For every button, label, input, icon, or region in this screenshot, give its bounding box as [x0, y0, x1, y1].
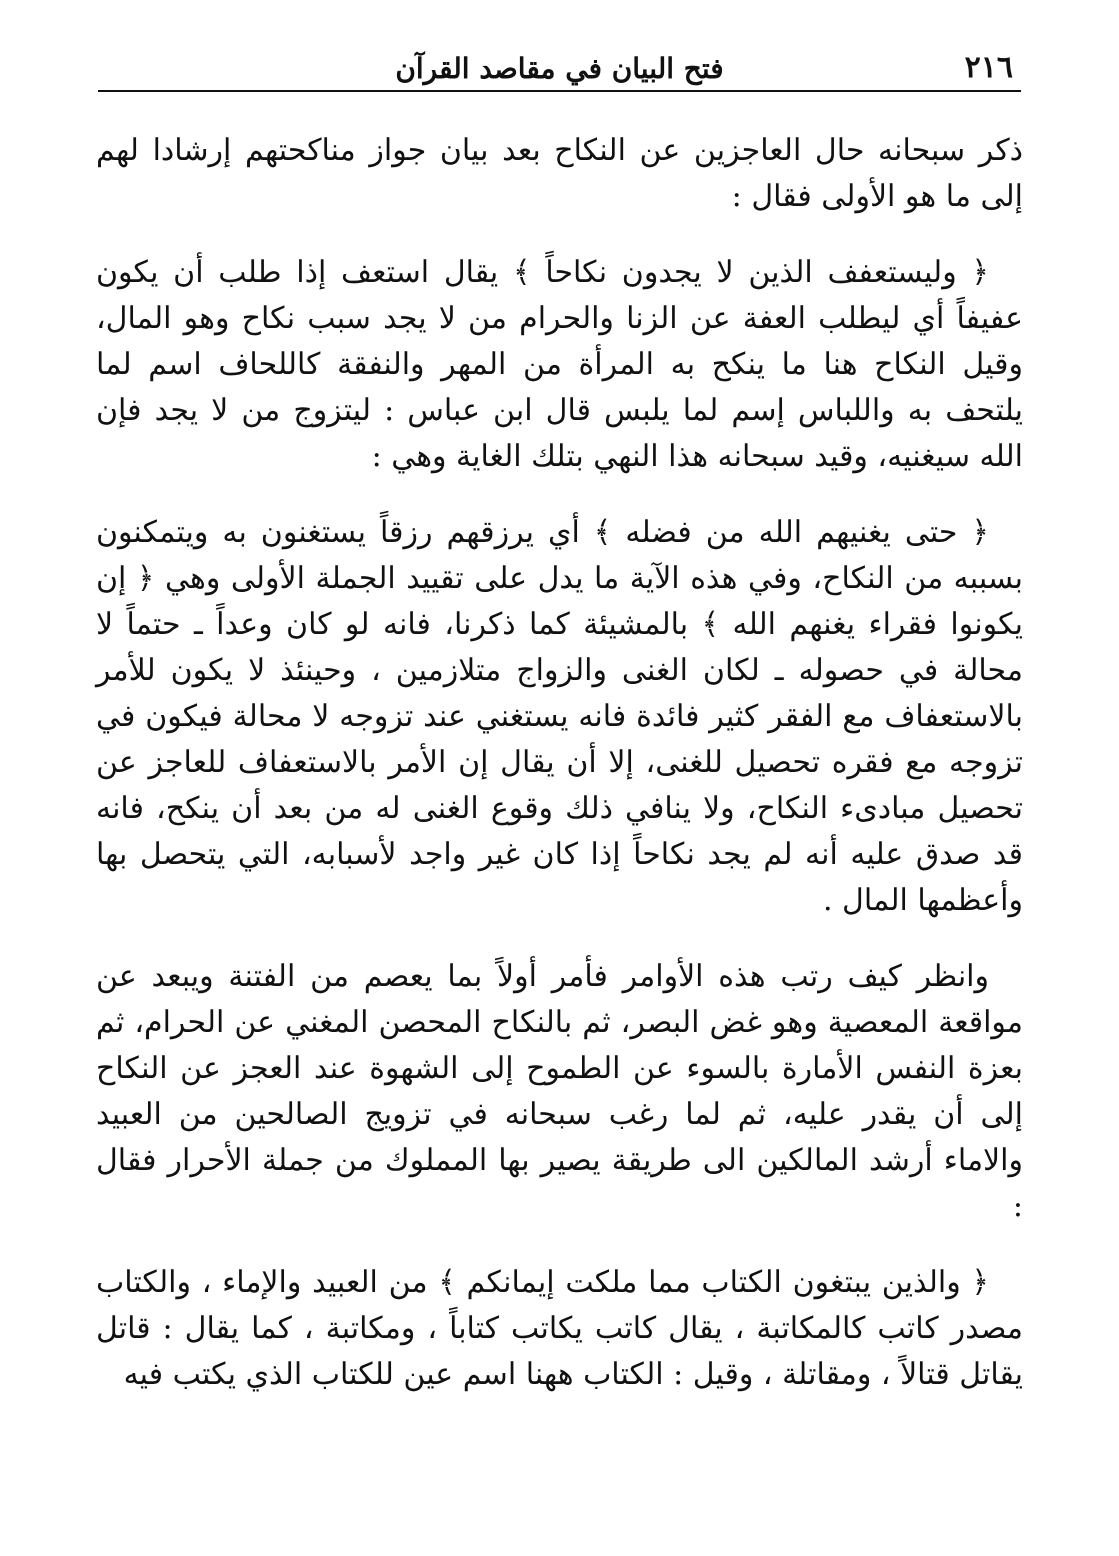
page-body [96, 128, 1023, 1428]
page-header [98, 44, 1021, 92]
paragraph-order-of-commands: وانظر كيف رتب هذه الأوامر فأمر أولاً بما يعصم من الفتنة ويبعد عن مواقعة المعصية وهو غض البصر، ثم بالنكاح المحصن المغني عن الحرام، ثم بعزة النفس الأمارة بالسوء عن الطموح إلى الشهوة عند العجز عن النكاح إلى أن يقدر عليه، ثم لما رغب سبحانه في تزويج الصالحين من العبيد والاماء أرشد المالكين الى طريقة يصير بها المملوك من جملة الأحرار فقال : [96, 959, 1023, 1224]
paragraph-verse-hatta-yughniyahum: ﴿ حتى يغنيهم الله من فضله ﴾ أي يرزقهم رزقاً يستغنون به ويتمكنون بسببه من النكاح، وفي هذه الآية ما يدل على تقييد الجملة الأولى وهي ﴿ إن يكونوا فقراء يغنهم الله ﴾ بالمشيئة كما ذكرنا، فانه لو كان وعداً ـ حتماً لا محالة في حصوله ـ لكان الغنى والزواج متلازمين ، وحينئذ لا يكون للأمر بالاستعفاف مع الفقر كثير فائدة فانه يستغني عند تزوجه لا محالة فيكون في تزوجه مع فقره تحصيل للغنى، إلا أن يقال إن الأمر بالاستعفاف للعاجز عن تحصيل مبادىء النكاح، ولا ينافي ذلك وقوع الغنى له من بعد أن ينكح، فانه قد صدق عليه أنه لم يجد نكاحاً إذا كان غير واجد لأسبابه، التي يتحصل بها وأعظمها المال . [96, 515, 1023, 918]
paragraph-verse-istiffaf: ﴿ وليستعفف الذين لا يجدون نكاحاً ﴾ يقال استعف إذا طلب أن يكون عفيفاً أي ليطلب العفة عن الزنا والحرام من لا يجد سبب نكاح وهو المال، وقيل النكاح هنا ما ينكح به المرأة من المهر والنفقة كاللحاف اسم لما يلتحف به واللباس إسم لما يلبس قال ابن عباس : ليتزوج من لا يجد فإن الله سيغنيه، وقيد سبحانه هذا النهي بتلك الغاية وهي : [96, 255, 1023, 474]
page-number: ٢١٦ [964, 50, 1013, 85]
paragraph-verse-kitab: ﴿ والذين يبتغون الكتاب مما ملكت إيمانكم ﴾ من العبيد والإماء ، والكتاب مصدر كاتب كالمكاتبة ، يقال كاتب يكاتب كتاباً ، ومكاتبة ، كما يقال : قاتل يقاتل قتالاً ، ومقاتلة ، وقيل : الكتاب ههنا اسم عين للكتاب الذي يكتب فيه [96, 1265, 1023, 1392]
running-title: فتح البيان في مقاصد القرآن [395, 52, 724, 85]
paragraph-intro: ذكر سبحانه حال العاجزين عن النكاح بعد بيان جواز مناكحتهم إرشادا لهم إلى ما هو الأولى فقال : [96, 133, 1023, 214]
